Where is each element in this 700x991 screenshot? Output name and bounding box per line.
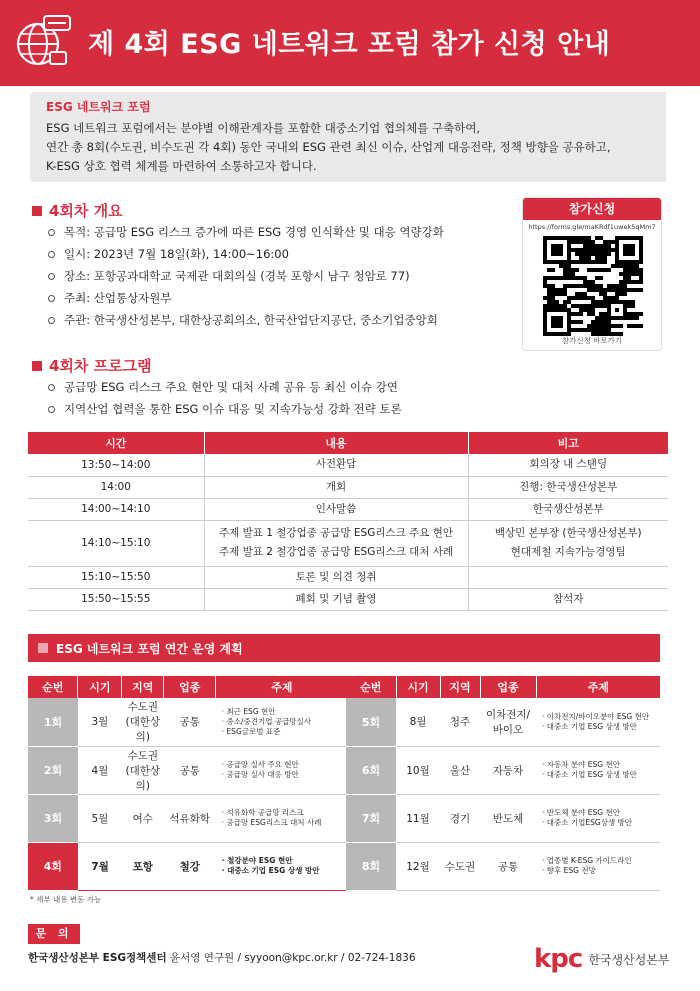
industry-cell bbox=[164, 794, 216, 842]
region-line: 여수 bbox=[132, 812, 153, 825]
logo-mark: kpc bbox=[534, 944, 583, 974]
month-cell: 8월 bbox=[396, 698, 440, 746]
table-row bbox=[346, 698, 660, 746]
content-cell bbox=[204, 454, 468, 476]
contact-info bbox=[28, 950, 416, 965]
content-line: 주제 발표 1 철강업종 공급망 ESG리스크 주요 현안 bbox=[218, 527, 454, 539]
column-header: 지역 bbox=[122, 676, 164, 698]
note-line: 한국생산성본부 bbox=[532, 502, 604, 515]
region-line: 경기 bbox=[449, 812, 471, 825]
topic-cell bbox=[216, 794, 348, 842]
square-bullet-icon bbox=[38, 643, 48, 653]
intro-line: K-ESG 상호 협력 체계를 마련하여 소통하고자 합니다. bbox=[46, 159, 317, 173]
program-title bbox=[32, 355, 152, 376]
month-cell: 4월 bbox=[78, 746, 122, 794]
topic-cell bbox=[536, 746, 660, 794]
industry-cell bbox=[164, 698, 216, 746]
month-cell: 11월 bbox=[396, 794, 440, 842]
intro-text bbox=[46, 119, 650, 176]
industry-cell bbox=[164, 746, 216, 794]
time-cell: 14:00~14:10 bbox=[28, 498, 204, 520]
note-cell bbox=[468, 476, 668, 498]
square-bullet-icon bbox=[32, 206, 42, 216]
region-cell bbox=[122, 842, 164, 890]
region-line: 울산 bbox=[449, 764, 471, 777]
region-cell bbox=[440, 698, 480, 746]
note-cell bbox=[468, 588, 668, 610]
content-cell bbox=[204, 566, 468, 588]
region-cell bbox=[440, 794, 480, 842]
column-header: 업종 bbox=[164, 676, 216, 698]
topic-line: · ESG글로벌 표준 bbox=[221, 726, 281, 736]
industry-line: 바이오 bbox=[492, 723, 524, 736]
table-row bbox=[28, 476, 668, 498]
topic-cell bbox=[216, 698, 348, 746]
square-bullet-icon bbox=[32, 361, 42, 371]
table-row bbox=[28, 698, 348, 746]
table-row bbox=[28, 454, 668, 476]
content-line: 토론 및 의견 청취 bbox=[295, 570, 377, 583]
time-cell: 15:50~15:55 bbox=[28, 588, 204, 610]
column-header: 업종 bbox=[480, 676, 536, 698]
month-cell: 7월 bbox=[78, 842, 122, 890]
topic-line: · 업종별 K-ESG 가이드라인 bbox=[542, 856, 632, 865]
topic-line: · 공급망 실사 주요 현안 bbox=[221, 760, 299, 769]
intro-line: ESG 네트워크 포럼에서는 분야별 이해관계자를 포함한 대중소기업 협의체를 구축하여, bbox=[46, 121, 481, 135]
table-row bbox=[28, 520, 668, 566]
column-header: 순번 bbox=[346, 676, 396, 698]
column-header: 시기 bbox=[78, 676, 122, 698]
round-cell: 4회 bbox=[28, 842, 78, 890]
topic-line: · 이차전지/바이오분야 ESG 현안 bbox=[542, 711, 650, 721]
content-line: 주제 발표 2 철강업종 공급망 ESG리스크 대처 사례 bbox=[218, 546, 454, 558]
annual-plan-title bbox=[28, 634, 660, 662]
industry-cell bbox=[480, 698, 536, 746]
note-line: 현대제철 지속가능경영팀 bbox=[510, 546, 626, 558]
table-row bbox=[28, 588, 668, 610]
topic-line: · 대중소 기업 ESG 상생 방안 bbox=[542, 770, 637, 779]
column-header: 시기 bbox=[396, 676, 440, 698]
note-line: 참석자 bbox=[553, 592, 584, 605]
note-line: 진행: 한국생산성본부 bbox=[519, 480, 618, 493]
round-cell: 6회 bbox=[346, 746, 396, 794]
program-list bbox=[48, 376, 402, 420]
time-cell: 14:10~15:10 bbox=[28, 520, 204, 566]
column-header: 비고 bbox=[468, 432, 668, 454]
topic-line: · 석유화학 공급망 리스크 bbox=[221, 808, 304, 817]
table-row bbox=[28, 794, 348, 842]
month-cell: 10월 bbox=[396, 746, 440, 794]
round-cell: 1회 bbox=[28, 698, 78, 746]
column-header: 지역 bbox=[440, 676, 480, 698]
column-header: 내용 bbox=[204, 432, 468, 454]
register-qr-card[interactable] bbox=[522, 197, 662, 351]
round-cell: 8회 bbox=[346, 842, 396, 890]
region-line: 포항 bbox=[132, 860, 153, 873]
round-cell: 7회 bbox=[346, 794, 396, 842]
contact-detail[interactable]: 윤서영 연구원 / syyoon@kpc.or.kr / 02-724-1836 bbox=[166, 952, 416, 964]
industry-line: 철강 bbox=[179, 860, 200, 873]
industry-line: 공통 bbox=[179, 764, 200, 777]
contact-org: 한국생산성본부 ESG정책센터 bbox=[28, 952, 167, 964]
logo-name: 한국생산성본부 bbox=[588, 952, 670, 967]
region-line: (대한상의) bbox=[125, 716, 161, 744]
intro-box bbox=[30, 92, 666, 182]
topic-line: · 대중소 기업 ESG 상생 방안 bbox=[221, 866, 320, 875]
topic-cell bbox=[216, 842, 348, 890]
industry-line: 자동차 bbox=[492, 764, 524, 777]
note-cell bbox=[468, 454, 668, 476]
topic-line: · 공급망 실사 대응 방안 bbox=[221, 770, 299, 779]
topic-line: · 자동차 분야 ESG 현안 bbox=[542, 760, 620, 769]
topic-cell bbox=[536, 842, 660, 890]
industry-line: 이차전지/ bbox=[485, 708, 531, 721]
list-item: 주관: 한국생산성본부, 대한상공회의소, 한국산업단지공단, 중소기업중앙회 bbox=[48, 309, 444, 331]
region-cell bbox=[122, 746, 164, 794]
annual-table-right bbox=[346, 676, 660, 891]
industry-cell bbox=[164, 842, 216, 890]
page-header bbox=[0, 0, 700, 86]
kpc-logo bbox=[534, 944, 669, 974]
time-cell: 13:50~14:00 bbox=[28, 454, 204, 476]
intro-heading: ESG 네트워크 포럼 bbox=[46, 100, 151, 114]
register-caption: 참가신청 바로가기 bbox=[561, 336, 623, 345]
region-line: 수도권 bbox=[127, 749, 159, 762]
globe-network-icon bbox=[10, 10, 74, 74]
annual-note: * 세부 내용 변동 가능 bbox=[30, 895, 102, 904]
note-line: 백상민 본부장 (한국생산성본부) bbox=[494, 527, 642, 539]
column-header: 주제 bbox=[536, 676, 660, 698]
note-cell bbox=[468, 566, 668, 588]
overview-list bbox=[48, 221, 444, 331]
topic-line: · 철강분야 ESG 현안 bbox=[221, 856, 293, 865]
qr-code-icon[interactable] bbox=[540, 236, 646, 336]
column-header: 주제 bbox=[216, 676, 348, 698]
industry-line: 공통 bbox=[497, 860, 519, 873]
list-item: 지역산업 협력을 통한 ESG 이슈 대응 및 지속가능성 강화 전략 토론 bbox=[48, 398, 402, 420]
overview-title-text: 4회차 개요 bbox=[49, 202, 123, 220]
contact-label: 문 의 bbox=[28, 924, 80, 944]
month-cell: 3월 bbox=[78, 698, 122, 746]
column-header: 순번 bbox=[28, 676, 78, 698]
list-item: 목적: 공급망 ESG 리스크 증가에 따른 ESG 경영 인식확산 및 대응 역량강화 bbox=[48, 221, 444, 243]
month-cell: 12월 bbox=[396, 842, 440, 890]
table-row bbox=[346, 794, 660, 842]
list-item: 일시: 2023년 7월 18일(화), 14:00~16:00 bbox=[48, 243, 444, 265]
industry-line: 공통 bbox=[179, 716, 200, 729]
topic-line: · 반도체 분야 ESG 현안 bbox=[542, 808, 620, 817]
table-row bbox=[346, 746, 660, 794]
content-line: 폐회 및 기념 촬영 bbox=[295, 592, 377, 605]
month-cell: 5월 bbox=[78, 794, 122, 842]
topic-line: · 중소/중견기업 공급망실사 bbox=[221, 716, 312, 726]
topic-line: · 최근 ESG 현안 bbox=[221, 706, 276, 716]
overview-title bbox=[32, 200, 123, 221]
note-cell bbox=[468, 520, 668, 566]
program-table bbox=[28, 432, 668, 611]
topic-line: · 향후 ESG 전망 bbox=[542, 866, 596, 875]
table-row bbox=[28, 498, 668, 520]
region-cell bbox=[440, 746, 480, 794]
round-cell: 2회 bbox=[28, 746, 78, 794]
register-url[interactable]: https://forms.gle/maKRdf1uwek5qMm7 bbox=[528, 223, 656, 231]
industry-cell bbox=[480, 746, 536, 794]
topic-cell bbox=[216, 746, 348, 794]
industry-line: 반도체 bbox=[492, 812, 524, 825]
annual-plan-title-text: ESG 네트워크 포럼 연간 운영 계획 bbox=[56, 641, 243, 656]
time-cell: 14:00 bbox=[28, 476, 204, 498]
table-row bbox=[28, 566, 668, 588]
content-cell bbox=[204, 498, 468, 520]
round-cell: 3회 bbox=[28, 794, 78, 842]
content-cell bbox=[204, 520, 468, 566]
list-item: 공급망 ESG 리스크 주요 현안 및 대처 사례 공유 등 최신 이슈 강연 bbox=[48, 376, 402, 398]
program-title-text: 4회차 프로그램 bbox=[49, 357, 152, 375]
list-item: 주최: 산업통상자원부 bbox=[48, 287, 444, 309]
topic-line: · 대중소 기업 ESG 상생 방안 bbox=[542, 721, 637, 731]
region-line: (대한상의) bbox=[125, 764, 161, 792]
region-line: 수도권 bbox=[444, 860, 476, 873]
content-cell bbox=[204, 588, 468, 610]
content-cell bbox=[204, 476, 468, 498]
intro-line: 연간 총 8회(수도권, 비수도권 각 4회) 동안 국내외 ESG 관련 최신 이슈, 산업계 대응전략, 정책 방향을 공유하고, bbox=[46, 140, 611, 154]
annual-table-left bbox=[28, 676, 348, 891]
industry-cell bbox=[480, 794, 536, 842]
table-row bbox=[346, 842, 660, 890]
table-row bbox=[28, 746, 348, 794]
topic-line: · 공급망 ESG리스크 대처 사례 bbox=[221, 818, 322, 827]
topic-cell bbox=[536, 698, 660, 746]
list-item: 장소: 포항공과대학교 국제관 대회의실 (경북 포항시 남구 청암로 77) bbox=[48, 265, 444, 287]
page-title: 제 4회 ESG 네트워크 포럼 참가 신청 안내 bbox=[88, 29, 611, 60]
round-cell: 5회 bbox=[346, 698, 396, 746]
table-row bbox=[28, 842, 348, 890]
region-line: 청주 bbox=[449, 716, 471, 729]
content-line: 개회 bbox=[325, 480, 347, 493]
region-line: 수도권 bbox=[127, 701, 159, 714]
region-cell bbox=[122, 794, 164, 842]
content-line: 인사말씀 bbox=[315, 502, 357, 515]
topic-cell bbox=[536, 794, 660, 842]
column-header: 시간 bbox=[28, 432, 204, 454]
industry-line: 석유화학 bbox=[169, 812, 210, 825]
register-title: 참가신청 bbox=[523, 198, 661, 220]
industry-cell bbox=[480, 842, 536, 890]
note-line: 회의장 내 스탠딩 bbox=[529, 458, 608, 471]
time-cell: 15:10~15:50 bbox=[28, 566, 204, 588]
topic-line: · 대중소 기업ESG상생 방안 bbox=[542, 818, 633, 827]
note-cell bbox=[468, 498, 668, 520]
region-cell bbox=[122, 698, 164, 746]
content-line: 사전환담 bbox=[315, 458, 357, 471]
region-cell bbox=[440, 842, 480, 890]
